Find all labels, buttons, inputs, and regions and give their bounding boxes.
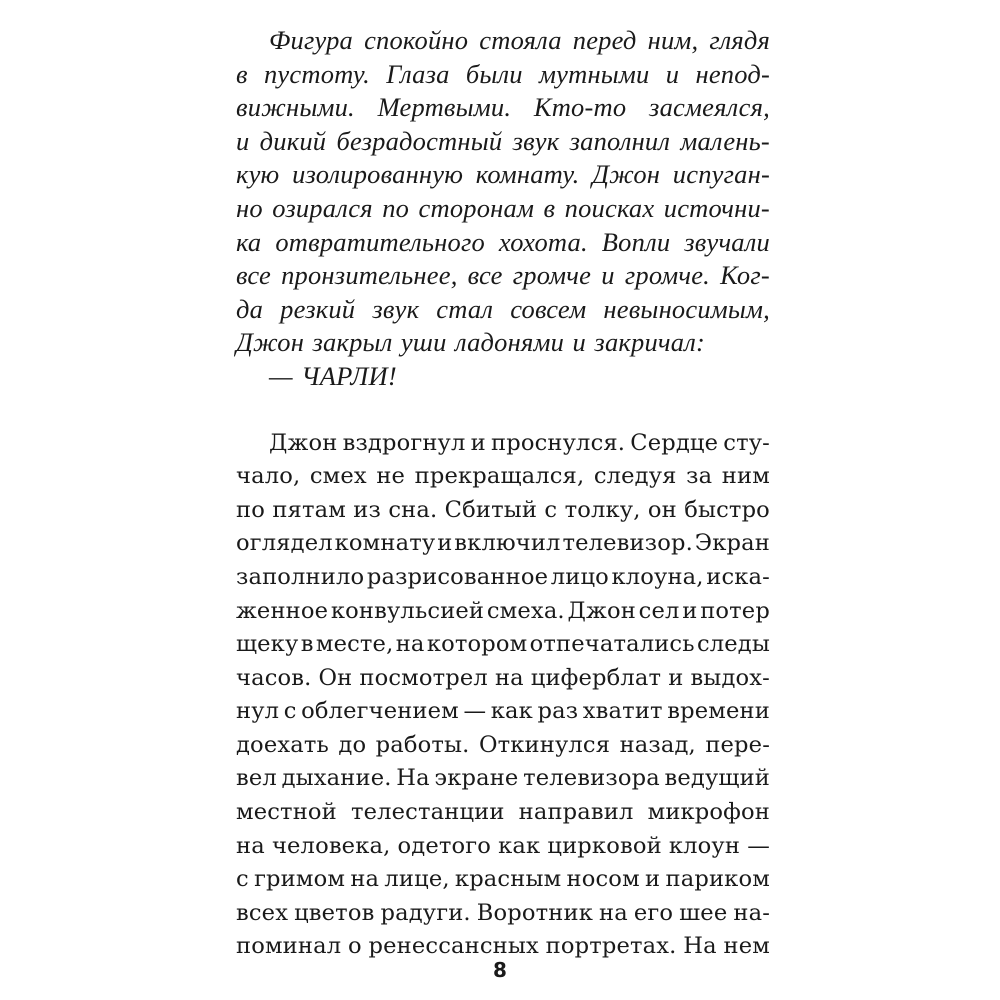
word: париком xyxy=(665,866,770,893)
text-line xyxy=(236,561,770,595)
word: все xyxy=(467,260,503,291)
text-line xyxy=(236,58,770,92)
word: громче xyxy=(512,260,592,291)
word: смеха. xyxy=(486,597,565,624)
word: и xyxy=(572,327,586,358)
word: он xyxy=(647,496,677,523)
word: вижными. xyxy=(236,92,355,123)
word: Откинулся xyxy=(478,731,611,758)
word: по xyxy=(382,192,410,223)
word: телестанции xyxy=(350,799,505,826)
word: ведущий xyxy=(664,765,770,792)
word: сту- xyxy=(723,429,770,456)
word: включил xyxy=(454,530,561,557)
text-line xyxy=(236,762,770,796)
word: выдох- xyxy=(690,664,770,691)
text-line xyxy=(236,897,770,931)
word: — xyxy=(269,360,293,391)
word: в xyxy=(236,58,248,89)
word: месте, xyxy=(315,631,394,658)
word: изолированную xyxy=(292,159,464,190)
text-line xyxy=(236,192,770,226)
word: сел xyxy=(638,597,680,624)
word: спокойно xyxy=(364,25,469,55)
word: лицо xyxy=(550,563,609,590)
word: отвратительного xyxy=(275,226,485,257)
word: и xyxy=(236,125,250,156)
word: и xyxy=(682,597,698,624)
text-line xyxy=(236,226,770,260)
word: ка xyxy=(236,226,262,257)
word: облегчением xyxy=(301,698,459,725)
word: нул xyxy=(236,698,280,725)
word: на xyxy=(236,832,265,859)
word: хватит xyxy=(582,698,663,725)
word: Джон xyxy=(269,429,338,456)
word: озирался xyxy=(272,192,373,223)
word: Сердце xyxy=(630,429,719,456)
word: Сбитый xyxy=(444,496,538,523)
text-line xyxy=(236,695,770,729)
section-gap xyxy=(236,394,770,427)
word: направил xyxy=(518,799,634,826)
word: малень- xyxy=(680,125,770,156)
word: невыносимым, xyxy=(603,293,770,324)
word: цирковой xyxy=(547,832,662,859)
word: — xyxy=(747,832,770,859)
word: Экран xyxy=(694,530,770,557)
word: котором xyxy=(426,631,528,658)
word: с xyxy=(283,698,297,725)
word: уши xyxy=(400,327,447,358)
word: вел xyxy=(236,765,277,792)
word: ренессансных xyxy=(368,933,539,960)
text-line xyxy=(236,628,770,662)
word: часов. xyxy=(236,664,312,691)
word: ЧАРЛИ! xyxy=(301,360,397,391)
word: перед xyxy=(572,25,637,55)
word: Фигура xyxy=(269,25,354,55)
word: быстро xyxy=(684,496,770,523)
word: заполнило xyxy=(236,563,365,590)
word: глядя xyxy=(709,25,770,55)
word: всех xyxy=(236,899,289,926)
word: непод- xyxy=(695,58,770,89)
word: смех xyxy=(309,463,367,490)
word: в xyxy=(543,192,556,223)
text-line xyxy=(236,125,770,159)
word: до xyxy=(338,731,367,758)
word: иска- xyxy=(706,563,770,590)
word: с xyxy=(544,496,558,523)
word: о xyxy=(348,933,362,960)
word: по xyxy=(236,496,265,523)
word: одетого xyxy=(397,832,492,859)
word: громче. xyxy=(624,260,710,291)
word: сторонам xyxy=(418,192,535,223)
word: Он xyxy=(318,664,353,691)
word: на xyxy=(350,866,380,893)
text-line xyxy=(236,360,770,394)
word: и xyxy=(437,530,453,557)
word: все xyxy=(236,260,271,291)
word: дыхание. xyxy=(281,765,392,792)
word: звук xyxy=(512,125,560,156)
roman-paragraph xyxy=(236,427,770,965)
word: как xyxy=(498,832,541,859)
text-line xyxy=(236,729,770,763)
word: сна. xyxy=(388,496,438,523)
word: отпечатались xyxy=(529,631,695,658)
word: Джон xyxy=(236,327,305,358)
word: На xyxy=(683,933,717,960)
word: на xyxy=(494,664,524,691)
word: портретах. xyxy=(545,933,677,960)
word: и xyxy=(470,429,486,456)
word: закрыл xyxy=(312,327,393,358)
word: Вопли xyxy=(601,226,671,257)
word: доехать xyxy=(236,731,329,758)
word: телевизора xyxy=(523,765,660,792)
text-line xyxy=(236,24,770,58)
word: толку, xyxy=(564,496,641,523)
word: Джон xyxy=(567,597,636,624)
word: ним xyxy=(721,463,770,490)
word: безрадостный xyxy=(336,125,503,156)
word: — xyxy=(463,698,487,725)
word: ним, xyxy=(647,25,699,55)
word: раз xyxy=(537,698,579,725)
word: нем xyxy=(723,933,770,960)
word: звук xyxy=(372,293,420,324)
word: красным xyxy=(454,866,562,893)
text-line xyxy=(236,527,770,561)
word: не xyxy=(376,463,406,490)
word: следуя xyxy=(593,463,677,490)
word: Воротник xyxy=(476,899,593,926)
word: и xyxy=(668,664,684,691)
word: клоуна, xyxy=(611,563,704,590)
word: циферблат xyxy=(530,664,662,691)
word: хохота. xyxy=(498,226,588,257)
word: проснулся. xyxy=(491,429,626,456)
word: да xyxy=(236,293,264,324)
word: конвульсией xyxy=(330,597,485,624)
italic-paragraph xyxy=(236,24,770,394)
word: мутными xyxy=(539,58,650,89)
word: дикий xyxy=(259,125,327,156)
text-line xyxy=(236,595,770,629)
word: заполнил xyxy=(569,125,671,156)
word: звучали xyxy=(684,226,770,257)
word: Мертвыми. xyxy=(377,92,512,123)
word: стал xyxy=(436,293,494,324)
word: вздрогнул xyxy=(342,429,466,456)
word: Кто-то xyxy=(533,92,627,123)
text-line xyxy=(236,863,770,897)
word: женное xyxy=(236,597,329,624)
word: назад, xyxy=(619,731,696,758)
word: пятам xyxy=(272,496,346,523)
word: были xyxy=(465,58,523,89)
word: и xyxy=(645,866,661,893)
word: микрофон xyxy=(647,799,770,826)
word: щеку xyxy=(236,631,299,658)
word: Джон xyxy=(592,159,661,190)
word: но xyxy=(236,192,263,223)
word: поисках xyxy=(564,192,655,223)
book-page xyxy=(236,24,770,964)
text-line xyxy=(236,259,770,293)
word: потер xyxy=(700,597,770,624)
word: клоун xyxy=(668,832,741,859)
text-line xyxy=(236,830,770,864)
word: за xyxy=(686,463,713,490)
word: На xyxy=(396,765,430,792)
word: источни- xyxy=(663,192,770,223)
text-line xyxy=(236,91,770,125)
word: испуган- xyxy=(672,159,770,190)
word: Ког- xyxy=(720,260,770,291)
word: резкий xyxy=(280,293,356,324)
word: радуги. xyxy=(380,899,471,926)
word: цветов xyxy=(294,899,375,926)
word: на xyxy=(599,899,628,926)
text-line xyxy=(236,158,770,192)
page-number: 8 xyxy=(493,958,507,982)
word: поминал xyxy=(236,933,342,960)
word: чало, xyxy=(236,463,301,490)
word: как xyxy=(490,698,533,725)
text-line xyxy=(236,796,770,830)
word: следы xyxy=(696,631,770,658)
word: местной xyxy=(236,799,337,826)
word: в xyxy=(300,631,314,658)
word: его xyxy=(633,899,674,926)
word: лице, xyxy=(384,866,450,893)
word: шее xyxy=(679,899,728,926)
word: комнату xyxy=(334,530,436,557)
text-line xyxy=(236,460,770,494)
word: работы. xyxy=(375,731,470,758)
word: и xyxy=(665,58,680,89)
word: на- xyxy=(733,899,770,926)
word: ладонями xyxy=(455,327,565,358)
word: гримом xyxy=(254,866,346,893)
word: засмеялся, xyxy=(649,92,770,123)
word: человека, xyxy=(271,832,391,859)
word: стояла xyxy=(479,25,562,55)
word: пустоту. xyxy=(263,58,370,89)
word: кую xyxy=(236,159,280,190)
text-line xyxy=(236,326,770,360)
word: носом xyxy=(566,866,640,893)
word: комнату. xyxy=(475,159,580,190)
word: и xyxy=(601,260,615,291)
word: времени xyxy=(667,698,770,725)
word: телевизор. xyxy=(562,530,693,557)
word: из xyxy=(353,496,381,523)
word: разрисованное xyxy=(366,563,549,590)
text-line xyxy=(236,427,770,461)
text-line xyxy=(236,293,770,327)
word: пере- xyxy=(705,731,770,758)
word: Глаза xyxy=(386,58,450,89)
word: посмотрел xyxy=(359,664,488,691)
word: на xyxy=(395,631,425,658)
text-line xyxy=(236,662,770,696)
word: оглядел xyxy=(236,530,333,557)
word: экране xyxy=(434,765,519,792)
text-line xyxy=(236,494,770,528)
word: пронзительнее, xyxy=(281,260,458,291)
word: закричал: xyxy=(594,327,705,358)
word: с xyxy=(236,866,249,893)
word: совсем xyxy=(510,293,587,324)
word: прекращался, xyxy=(414,463,585,490)
